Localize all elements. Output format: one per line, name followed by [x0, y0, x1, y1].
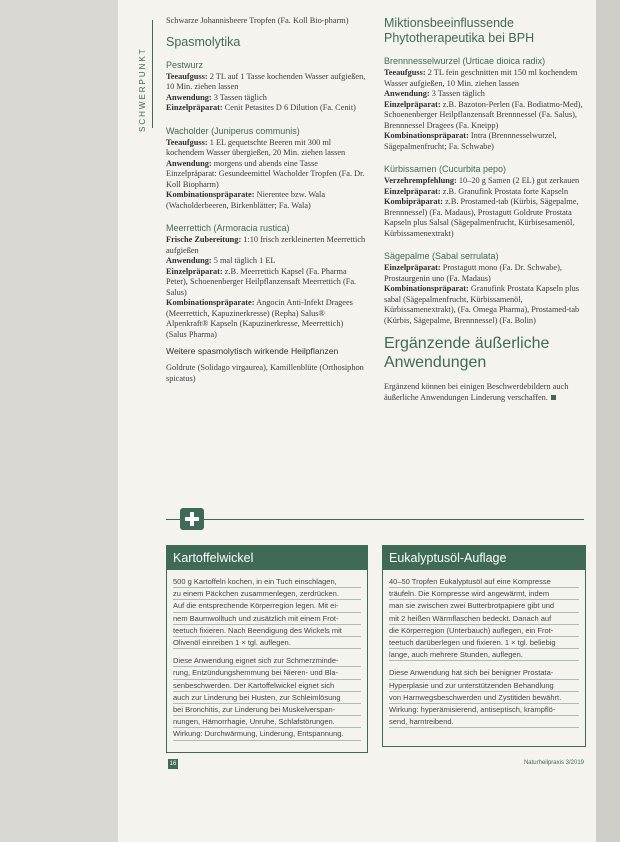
text: Nierentee bzw. Wala (Wacholderbeeren, Birkenblätter; Fa. Wala) — [166, 190, 326, 210]
section-divider — [166, 519, 584, 520]
page-number: 16 — [169, 761, 177, 767]
more-plants-heading: Weitere spasmolytisch wirkende Heilpflanzen — [166, 346, 339, 356]
box-line: nungen, Hämorrhagie, Unruhe, Schlafstörungen. — [173, 716, 361, 728]
text: 3 Tassen täglich — [211, 92, 267, 102]
box-paragraph — [389, 667, 579, 728]
label: Frische Zubereitung: — [166, 235, 242, 244]
plant-meerrettich: Meerrettich (Armoracia rustica) — [166, 223, 290, 233]
label: Kombinationspräparate: — [166, 190, 255, 199]
box-title: Eukalyptusöl-Auflage — [383, 546, 585, 570]
box-line: Auf die entsprechende Körperregion legen. Mit ei- — [173, 600, 361, 612]
box-line: 40–50 Tropfen Eukalyptusöl auf eine Kompresse — [389, 576, 579, 588]
heading-ergaenzende: Ergänzende äußerliche Anwendungen — [384, 335, 550, 371]
right-column — [384, 16, 584, 403]
box-eukalyptus — [382, 545, 586, 747]
label: Anwendung: — [166, 92, 212, 102]
box-line: träufeln. Die Kompresse wird angewärmt, indem — [389, 588, 579, 600]
adjacent-page-edge — [596, 0, 620, 842]
box-line: Hyperplasie und zur unterstützenden Behandlung — [389, 680, 579, 692]
plus-icon — [180, 508, 204, 530]
box-line: senbeschwerden. Der Kartoffelwickel eignet sich — [173, 680, 361, 692]
text: Cenit Petasites D 6 Dilution (Fa. Cenit) — [222, 103, 356, 112]
box-line: von Harnwegsbeschwerden und Zystitiden bewährt. — [389, 692, 579, 704]
box-title: Kartoffelwickel — [167, 546, 367, 570]
plant-pestwurz: Pestwurz — [166, 59, 204, 70]
text: z.B. Bazoton-Perlen (Fa. Bodiatmo-Med), Schoenenberger Heilpflanzensaft Brennnessel (Fa. Salus), Brennnessel Dragees (Fa. Kneipp) — [384, 99, 583, 130]
text: Granufink Prostata Kapseln plus sabal (Sägepalmenfrucht, Kürbissamenöl, Kürbissamenextrakt), (Fa. Omega Pharma), Prostamed-tab (Kürbis, Sägepalme, Brennnessel) (Fa. Bolin) — [384, 284, 580, 325]
intro-text: Schwarze Johannisbeere Tropfen (Fa. Koll Bio-pharm) — [166, 16, 349, 25]
plant-kuerbis: Kürbissamen (Cucurbita pepo) — [384, 164, 507, 174]
box-line: die Körperregion (Unterbauch) auflegen, ein Frot- — [389, 625, 579, 637]
end-square-icon — [551, 395, 556, 400]
label: Teeaufguss: — [384, 68, 426, 77]
label: Kombipräparat: — [384, 197, 443, 206]
box-line: send, harntreibend. — [389, 716, 579, 728]
box-paragraph — [173, 655, 361, 740]
box-line: Olivenöl einreiben 1 × tgl. auflegen. — [173, 637, 361, 649]
label: Kombinationspräparat: — [384, 284, 469, 293]
more-plants-text: Goldrute (Solidago virgaurea), Kamillenblüte (Orthosiphon spicatus) — [166, 363, 364, 383]
label: Einzelpräparat: — [166, 103, 223, 112]
text: z.B. Meerrettich Kapsel (Fa. Pharma Peter), Schoenenberger Heilpflanzensaft Meerrettich (Fa. Salus) — [166, 266, 357, 297]
label: Einzelpräparat: — [384, 186, 441, 196]
text: Prostagutt mono (Fa. Dr. Schwabe), Prostaurgenin uno (Fa. Madaus) — [384, 263, 562, 283]
text: z.B. Granufink Prostata forte Kapseln — [440, 186, 569, 196]
plant-saegepalme: Sägepalme (Sabal serrulata) — [384, 251, 499, 261]
label: Einzelpräparat: — [166, 266, 223, 276]
label: Anwendung: — [166, 256, 212, 265]
box-line: auch zur Linderung bei Husten, zur Schleimlösung — [173, 692, 361, 704]
text: 2 TL auf 1 Tasse kochenden Wasser aufgießen, 10 Min. ziehen lassen — [166, 71, 366, 91]
box-line: bei Bronchitis, zur Linderung bei Muskelverspan- — [173, 704, 361, 716]
box-line: 500 g Kartoffeln kochen, in ein Tuch einschlagen, — [173, 576, 361, 588]
plant-brennnessel: Brennnesselwurzel (Urticae dioica radix) — [384, 56, 546, 66]
text: 1:10 frisch zerkleinerten Meerrettich aufgießen — [166, 235, 366, 255]
box-line: Wirkung: hyperämisierend, antiseptisch, krampflö- — [389, 704, 579, 716]
text: 3 Tassen täglich — [429, 89, 485, 98]
text: 10–20 g Samen (2 EL) gut zerkauen — [456, 176, 580, 185]
label: Kombinationspräparate: — [166, 298, 255, 307]
label: Kombinationspräparat: — [384, 131, 469, 140]
box-line: rung, Entzündungshemmung bei Nieren- und Bla- — [173, 667, 361, 679]
text: 1 EL gequetschte Beeren mit 300 ml kochendem Wasser übergießen, 20 Min. ziehen lassen — [166, 137, 346, 157]
label: Anwendung: — [384, 89, 430, 98]
left-column — [166, 16, 366, 384]
label: Teeaufguss: — [166, 137, 208, 147]
box-line: nem Baumwolltuch und zusätzlich mit einem Frot- — [173, 613, 361, 625]
heading-spasmolytika: Spasmolytika — [166, 34, 241, 49]
box-line: lange, auch mehrere Stunden, auflegen. — [389, 649, 579, 661]
text: Intra (Brennnesselwurzel, Sägepalmenfrucht; Fa. Schwabe) — [384, 131, 557, 151]
box-line: Diese Anwendung hat sich bei benigner Prostata- — [389, 667, 579, 679]
box-line: mit 2 heißen Wärmflaschen bedeckt. Danach auf — [389, 613, 579, 625]
label: Einzelpräparat: — [384, 263, 441, 272]
text: 2 TL fein geschnitten mit 150 ml kochendem Wasser aufgießen, 10 Min. ziehen lassen — [384, 68, 578, 88]
box-line: man sie zwischen zwei Butterbrotpapiere gibt und — [389, 600, 579, 612]
box-line: Diese Anwendung eignet sich zur Schmerzminde- — [173, 655, 361, 667]
box-paragraph — [389, 576, 579, 661]
box-kartoffelwickel — [166, 545, 368, 753]
text: 5 mal täglich 1 EL — [211, 256, 276, 265]
label: Anwendung: — [166, 158, 212, 168]
text: morgens und abends eine Tasse — [211, 158, 318, 168]
label: Teeaufguss: — [166, 71, 208, 81]
box-line: teetuch darüberlegen und fixieren. 1 × tgl. beliebig — [389, 637, 579, 649]
label: Einzelpräparat: — [384, 99, 441, 109]
section-tag-line — [152, 20, 153, 128]
box-line: zu einem Päckchen zusammenlegen, zerdrücken. — [173, 588, 361, 600]
plant-wacholder: Wacholder (Juniperus communis) — [166, 125, 300, 136]
ergaenzende-text: Ergänzend können bei einigen Beschwerdebildern auch äußerliche Anwendungen Linderung verschaffen. — [384, 382, 569, 402]
box-line: teetuch fixieren. Nach Beendigung des Wickels mit — [173, 625, 361, 637]
label: Verzehrempfehlung: — [384, 176, 457, 185]
box-line: Wirkung: Durchwärmung, Linderung, Entspannung. — [173, 728, 361, 740]
box-paragraph — [173, 576, 361, 649]
footer-journal: Naturheilpraxis 3/2019 — [523, 760, 584, 766]
text: Einzelpräparat: Gesundeemittel Wacholder Tropfen (Fa. Dr. Koll Biopharm) — [166, 169, 365, 189]
text: z.B. Prostamed-tab (Kürbis, Sägepalme, Brennnessel) (Fa. Madaus), Prostagutt Goldrute Prostata Kapseln plus Salsal (Sägepalmenfrucht, Kürbisesamenöl, Kürbissamenextrakt) — [384, 197, 579, 238]
heading-miktion: Miktionsbeeinflussende Phytotherapeutika bei BPH — [384, 16, 535, 45]
text: Angocin Anti-Infekt Dragees (Meerrettich, Kapuzinerkresse) (Repha) Salus® Alpenkraft® Kapseln (Kapuzinerkresse, Meerrettich) (Salus Pharma) — [166, 298, 353, 339]
section-tag: SCHWERPUNKT — [138, 47, 147, 132]
